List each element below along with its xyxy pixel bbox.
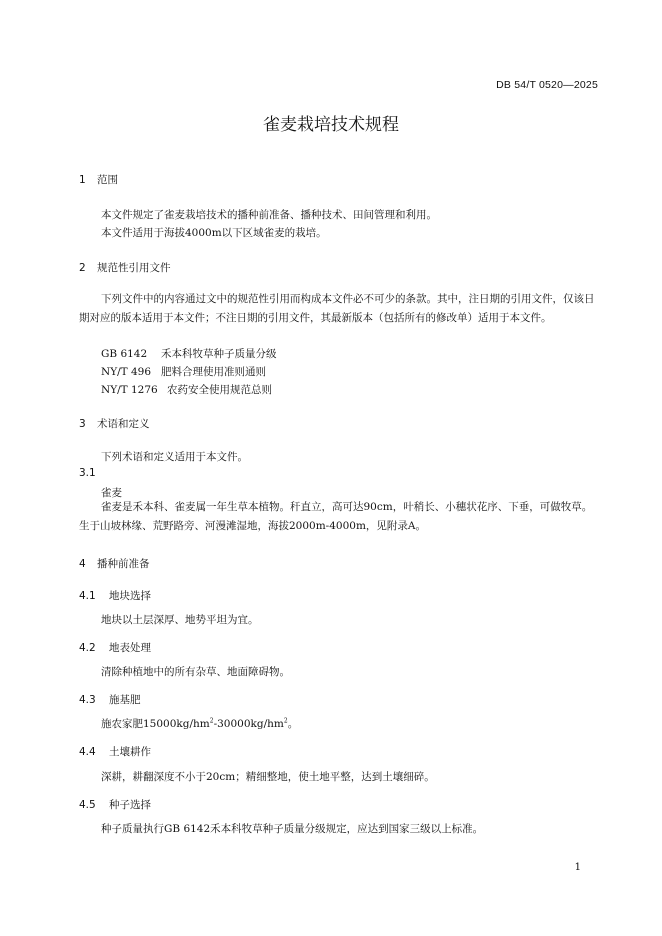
reference-item: NY/T 1276 农药安全使用规范总则 — [101, 384, 272, 396]
subsection-4-1-heading: 4.1 地块选择 — [79, 590, 151, 602]
subsection-4-5-heading: 4.5 种子选择 — [79, 799, 151, 811]
subsection-4-4-heading: 4.4 土壤耕作 — [79, 746, 151, 758]
subsection-4-5-text: 种子质量执行GB 6142禾本科牧草种子质量分级规定，应达到国家三级以上标准。 — [101, 823, 484, 835]
subsection-4-3-heading: 4.3 施基肥 — [79, 694, 141, 706]
section-2-paragraph-1: 下列文件中的内容通过文中的规范性引用而构成本文件必不可少的条款。其中，注日期的引用文件，仅该日期对应的版本适用于本文件；不注日期的引用文件，其最新版本（包括所有的修改单）适用于本文件。 — [79, 293, 595, 324]
subsection-4-4-text: 深耕，耕翻深度不小于20cm；精细整地，使土地平整，达到土壤细碎。 — [101, 771, 435, 783]
section-4-heading: 4 播种前准备 — [79, 558, 150, 570]
subsection-4-2-heading: 4.2 地表处理 — [79, 642, 151, 654]
subsection-4-2-text: 清除种植地中的所有杂草、地面障碍物。 — [101, 666, 290, 678]
reference-item: NY/T 496 肥料合理使用准则通则 — [101, 366, 266, 378]
subsection-4-3-text: 施农家肥$15000kg/hm^2-30000kg/hm^2$。 — [101, 717, 299, 730]
subsection-4-1-text: 地块以土层深厚、地势平坦为宜。 — [101, 614, 259, 626]
section-3-paragraph-1: 下列术语和定义适用于本文件。 — [101, 451, 248, 463]
term-number: 3.1 — [79, 467, 96, 479]
section-1-paragraph-1: 本文件规定了雀麦栽培技术的播种前准备、播种技术、田间管理和利用。 — [101, 209, 437, 221]
term-name: 雀麦 — [101, 487, 122, 499]
section-3-heading: 3 术语和定义 — [79, 418, 150, 430]
page-number: 1 — [574, 862, 581, 873]
section-1-heading: 1 范围 — [79, 174, 118, 186]
reference-item: GB 6142 禾本科牧草种子质量分级 — [101, 348, 277, 360]
section-1-paragraph-2: 本文件适用于海拔4000m以下区域雀麦的栽培。 — [101, 227, 327, 239]
document-title: 雀麦栽培技术规程 — [263, 115, 399, 135]
term-definition: 雀麦是禾本科、雀麦属一年生草本植物。秆直立，高可达90cm，叶稍长、小穗状花序、下垂，可做牧草。生于山坡林缘、荒野路旁、河漫滩湿地，海拔2000m-4000m，见附录A。 — [79, 501, 593, 532]
document-number: DB 54/T 0520—2025 — [496, 79, 598, 91]
section-2-heading: 2 规范性引用文件 — [79, 262, 171, 274]
